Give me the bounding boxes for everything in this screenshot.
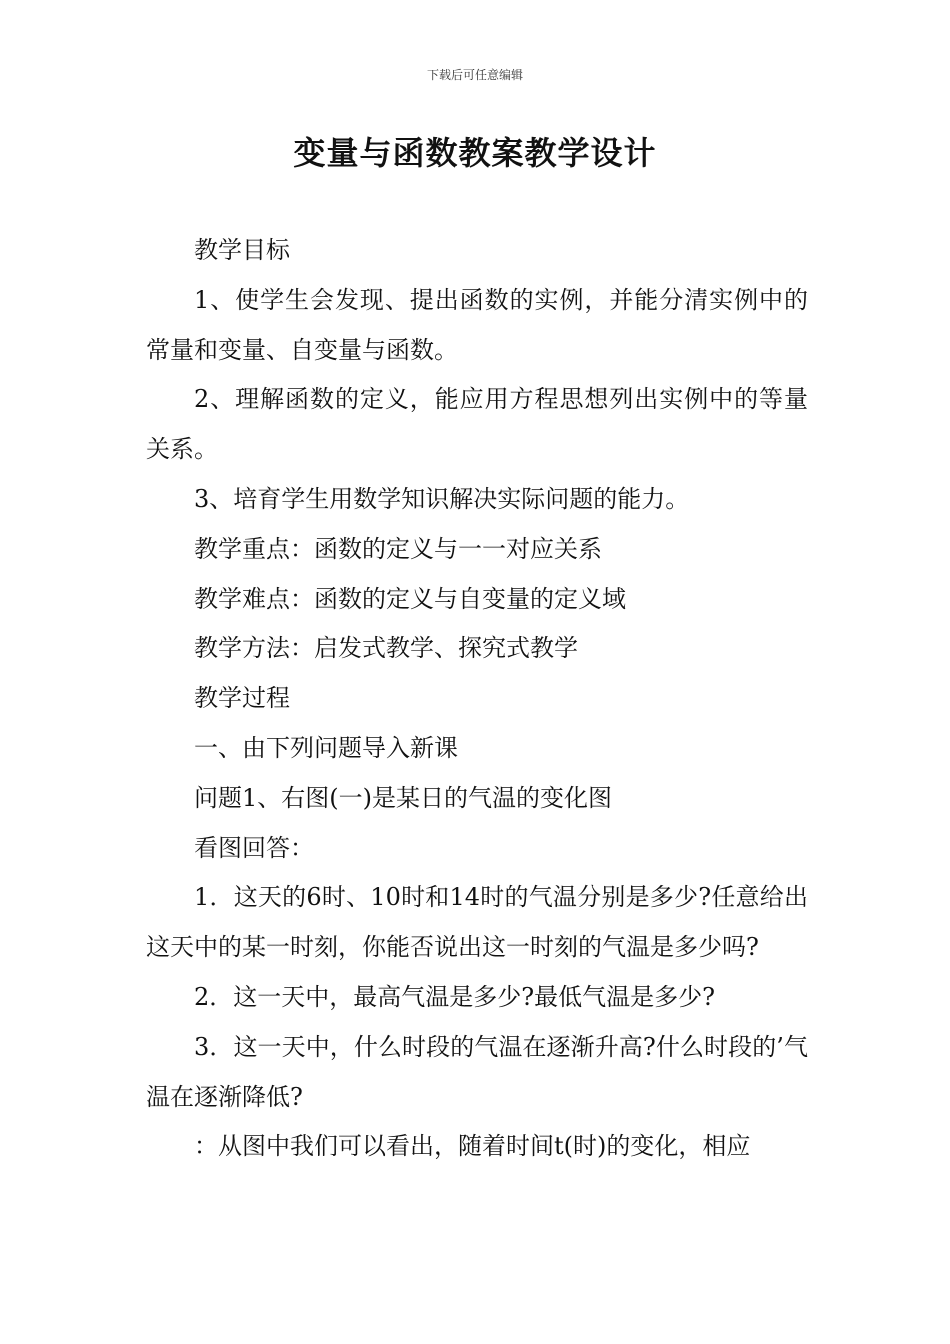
sub-question-1: 1．这天的6时、10时和14时的气温分别是多少?任意给出这天中的某一时刻，你能否说出这一时刻的气温是多少吗? <box>146 883 808 962</box>
sub-question-2: 2．这一天中，最高气温是多少?最低气温是多少? <box>194 982 716 1011</box>
teaching-method: 教学方法：启发式教学、探究式教学 <box>194 634 578 663</box>
answer-prompt: 看图回答： <box>194 833 314 862</box>
page-header: 下载后可任意编辑 <box>426 68 523 82</box>
document-body <box>146 226 808 1172</box>
section-heading-objectives: 教学目标 <box>194 236 290 264</box>
question-1: 问题1、右图(一)是某日的气温的变化图 <box>194 783 612 812</box>
objective-2: 2、理解函数的定义，能应用方程思想列出实例中的等量关系。 <box>146 385 808 464</box>
document-title: 变量与函数教案教学设计 <box>293 134 657 172</box>
sub-question-3: 3．这一天中，什么时段的气温在逐渐升高?什么时段的’气温在逐渐降低? <box>146 1032 808 1111</box>
objective-1: 1、使学生会发现、提出函数的实例，并能分清实例中的常量和变量、自变量与函数。 <box>146 285 808 364</box>
analysis-paragraph: ：从图中我们可以看出，随着时间t(时)的变化，相应 <box>194 1132 751 1161</box>
difficult-point: 教学难点：函数的定义与自变量的定义域 <box>194 584 626 613</box>
key-point: 教学重点：函数的定义与一一对应关系 <box>194 534 602 563</box>
process-step-1: 一、由下列问题导入新课 <box>194 733 458 762</box>
section-heading-process: 教学过程 <box>194 684 290 713</box>
objective-3: 3、培育学生用数学知识解决实际问题的能力。 <box>194 484 690 513</box>
